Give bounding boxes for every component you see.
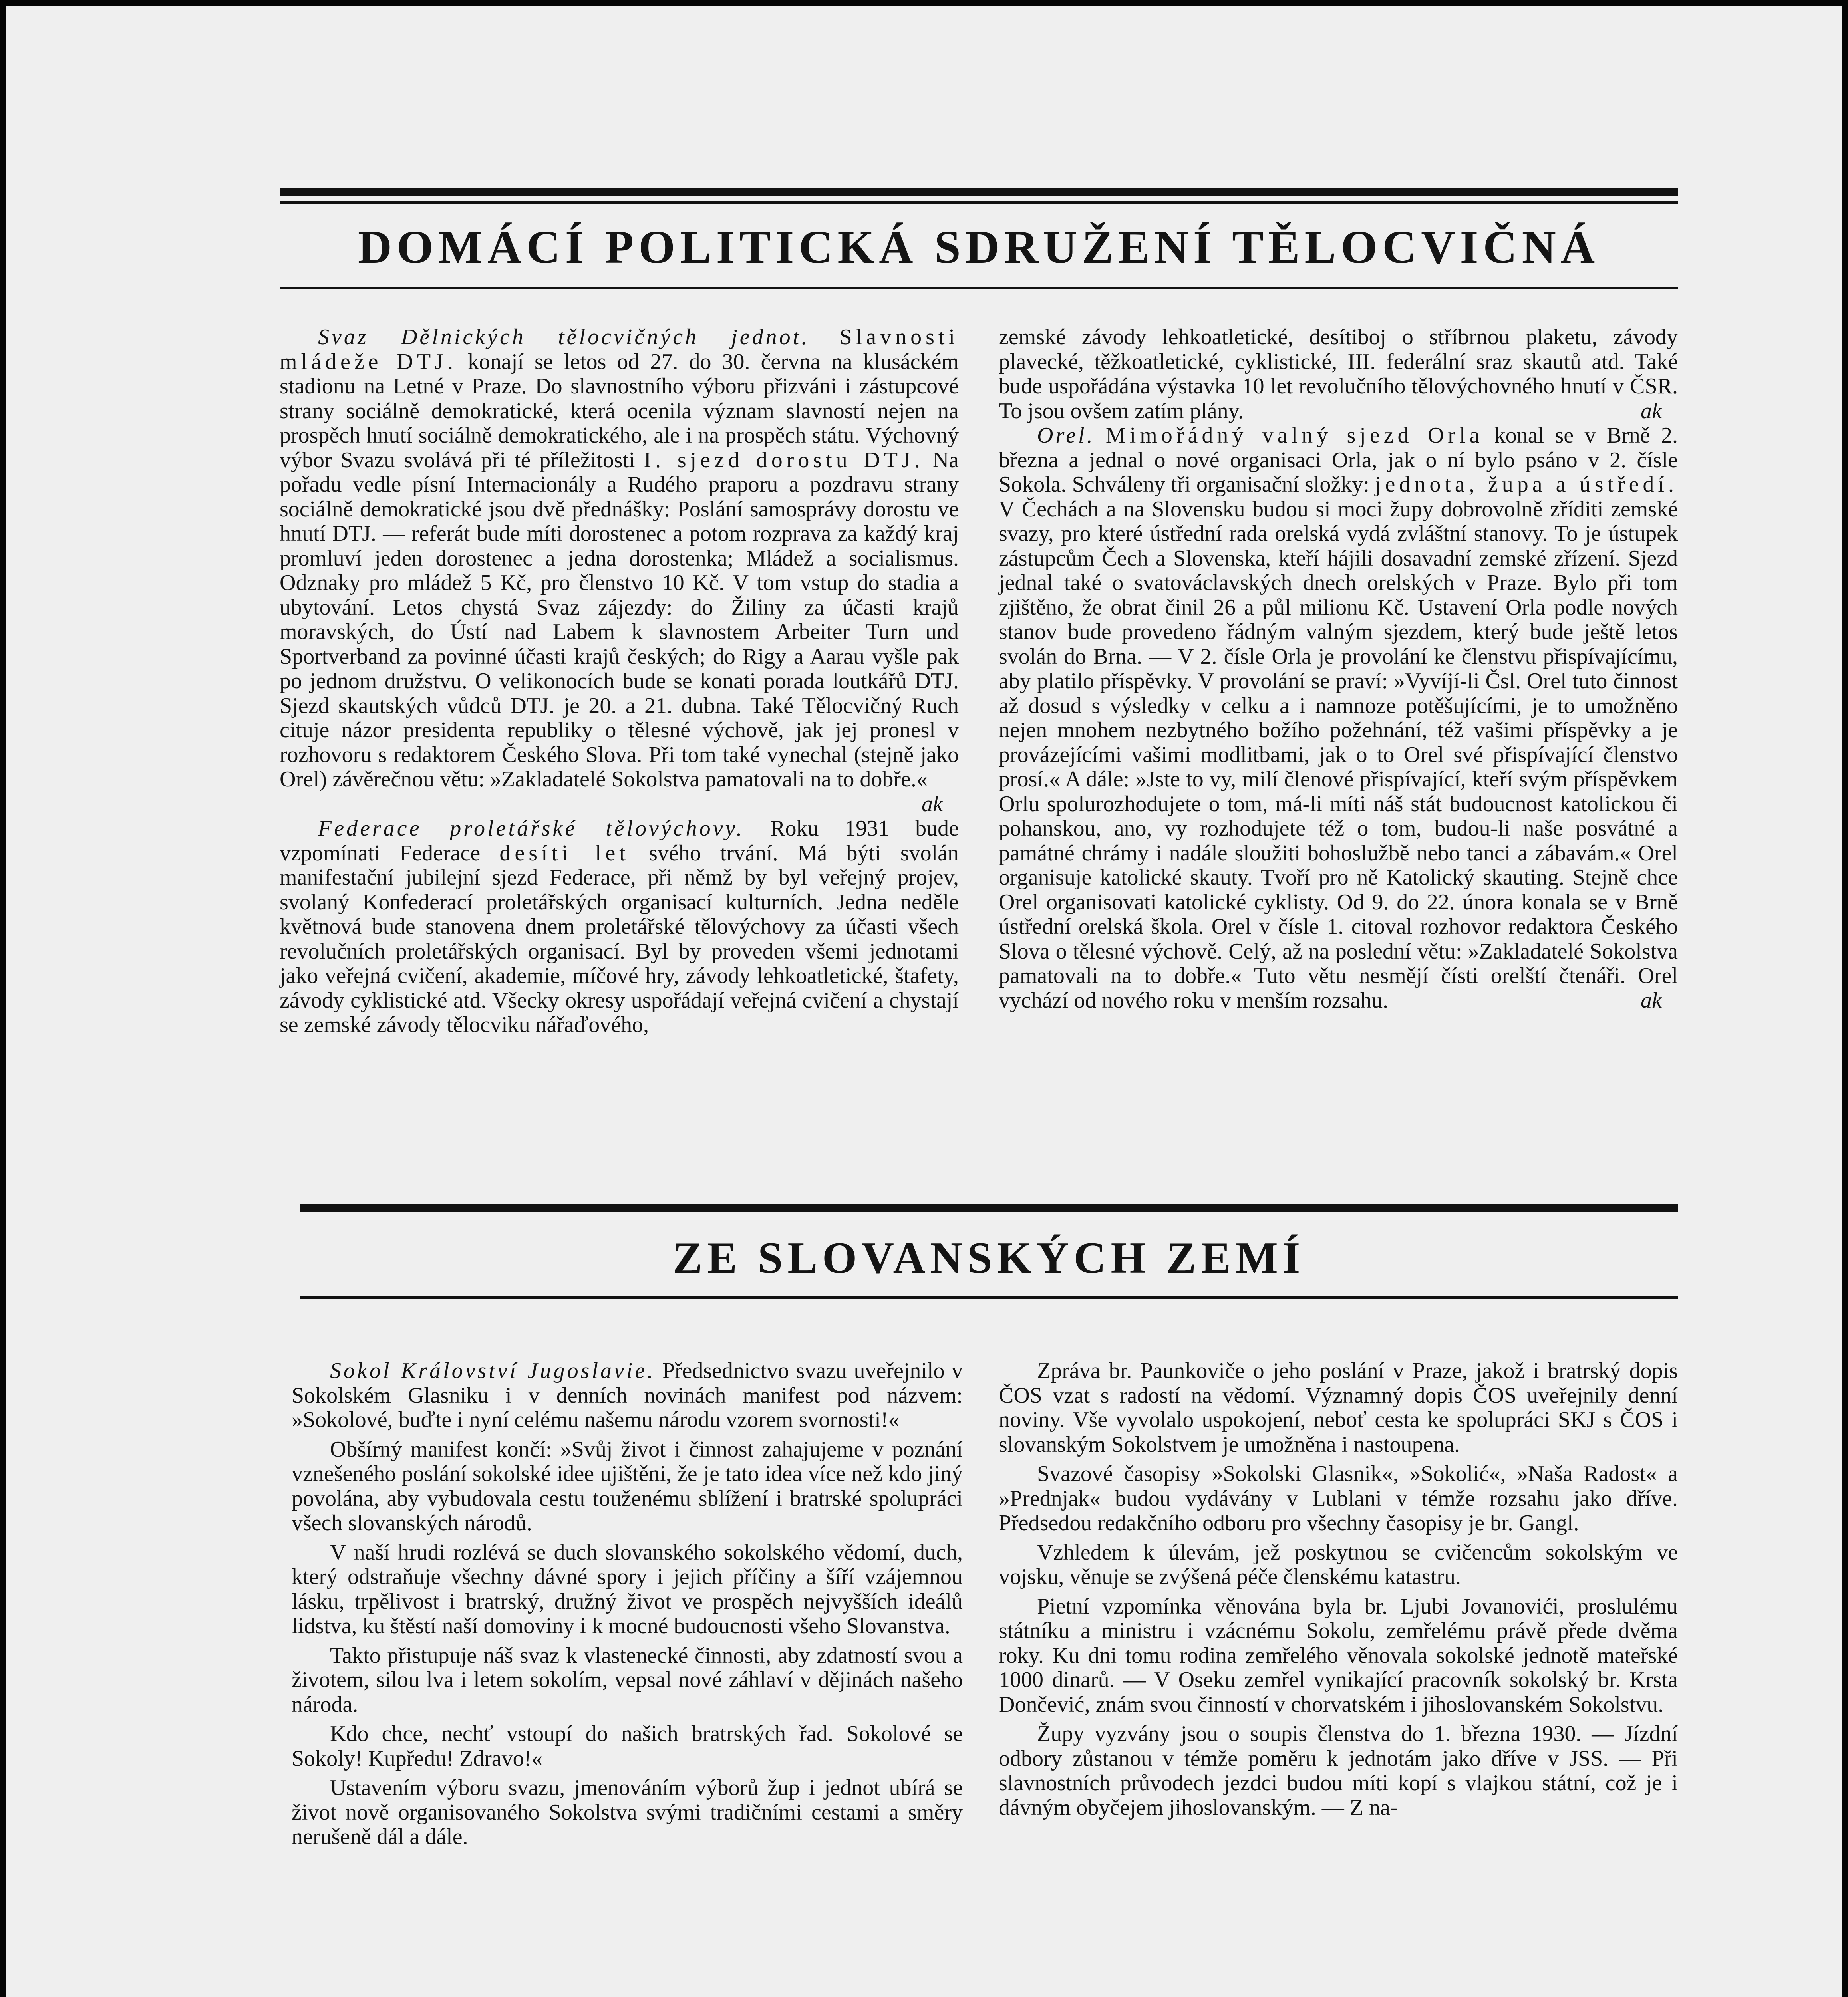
article-dtj-tag: Svaz Dělnických tělocvičných jednot. [318,325,810,349]
article-orel-text2: V Čechách a na Slovensku budou si moci župy dobrovolně zříditi zemské svazy, pro které ústřední rada orelská vydá zvláštní stanovy. To je ústupek zástupcům Čech a Slovenska, kteří hájili dosavadní zemské zřízení. Sjezd jednal také o svatováclavských dnech orelských v Praze. Bylo při tom zjištěno, že obrat činil 26 a půl milionu Kč. Ustavení Orla podle nových stanov bude provedeno řádným valným sjezdem, který bude ještě letos svolán do Brna. — V 2. čísle Orla je provolání ke členstvu přispívajícímu, aby platilo příspěvky. V provolání se praví: »Vyvíjí-li Čsl. Orel tuto činnost až dosud s výsledky v celku a i namnoze potěšujícími, je to umožněno nejen mnohem nezbytného božího požehnání, též vašimi příspěvky a je provázejícími vašimi modlitbami, jak o to Orel své přispívající členstvo prosí.« A dále: »Jste to vy, milí členové přispívající, kteří svým příspěvkem Orlu spolurozhodujete o tom, má-li míti náš stát budoucnost katolickou či pohanskou, ano, vy rozhodujete též o tom, budou-li naše posvátné a památné chrámy i nadále sloužiti bohoslužbě nebo tanci a zábavám.« Orel organisuje katolické skauty. Tvoří pro ně Katolický skauting. Stejně chce Orel organisovati katolické cyklisty. Od 9. do 22. února konala se v Brně ústřední orelská škola. Orel v čísle 1. citoval rozhovor redaktora Českého Slova o tělesné výchově. Celý, až na poslední větu: »Zakladatelé Sokolstva pamatovali na to dobře.« Tuto větu nesmějí čísti orelští čtenáři. Orel vychází od nového roku v menším rozsahu. [999,496,1678,1013]
section1-top-rule [280,188,1678,196]
article-orel-text: konal se v Brně 2. března a jednal o nové organisaci Orla, jak o ní bylo psáno v 2. čísle Sokola. Schváleny tři organisační složky: [999,423,1678,497]
article-orel-tag: Orel. [1037,423,1095,448]
article-federace-signature: ak [1641,398,1662,423]
article-federace [280,816,959,1038]
manifest-paragraph-3: Takto přistupuje náš svaz k vlastenecké činnosti, aby zdatností svou a životem, silou lva i letem sokolím, vepsal nové záhlaví v dějinách našeho národa. [292,1643,963,1717]
page [280,188,1678,1849]
section2-title: ZE SLOVANSKÝCH ZEMÍ [672,1233,1305,1283]
section2-bottom-rule [300,1296,1678,1299]
section1-title: DOMÁCÍ POLITICKÁ SDRUŽENÍ TĚLOCVIČNÁ [358,221,1600,273]
article-dtj-text: konají se letos od 27. do 30. června na klusáckém stadionu na Letné v Praze. Do slavnostního výboru přizváni i zástupcové strany sociálně demokratické, která ocenila význam slavností nejen na prospěch hnutí sociálně demokratického, ale i na prospěch státu. Výchovný výbor Svazu svolává při té příležitosti [280,349,959,472]
sokol-paragraph-5: Ustavením výboru svazu, jmenováním výborů žup i jednot ubírá se život nově organisovaného Sokolstva svými tradičními cestami a směry nerušeně dál a dále. [292,1775,963,1849]
article-orel-spaced2: jednota, župa a ústředí. [1375,472,1678,497]
zupy-paragraph: Župy vyzvány jsou o soupis členstva do 1. března 1930. — Jízdní odbory zůstanou v témže poměru k jednotám jako dříve v JSS. — Při slavnostních průvodech jezdci budou míti kopí s vlajkou státní, což je i dávným obyčejem jihoslovanským. — Z na- [999,1721,1678,1820]
article-federace-text2: svého trvání. Má býti svolán manifestační jubilejní sjezd Federace, při němž by byl veřejný projev, svolaný Konfederací proletářských organisací kulturních. Jedna neděle květnová bude stanovena dnem proletářské tělovýchovy za účasti všech revolučních proletářských organisací. Byl by proveden všemi jednotami jako veřejná cvičení, akademie, míčové hry, závody lehkoatletické, štafety, závody cyklistické atd. Všecky okresy uspořádají veřejná cvičení a chystají se zemské závody tělocviku nářaďového, [280,840,959,1037]
section1-top-rule-thin [280,201,1678,204]
article-dtj-signature: ak [922,791,943,816]
article-federace-cont-text: zemské závody lehkoatletické, desítiboj o stříbrnou plaketu, závody plavecké, těžkoatletické, cyklistické, III. federální sraz skautů atd. Také bude uspořádána výstavka 10 let revolučního tělovýchovného hnutí v ČSR. To jsou ovšem zatím plány. [999,325,1678,423]
article-orel-signature: ak [1641,988,1662,1013]
article-federace-text: Roku 1931 bude vzpomínati Federace [280,816,959,865]
article-dtj-spaced: Slavnosti mládeže DTJ. [280,325,959,374]
manifest-paragraph-1: Obšírný manifest končí: »Svůj život i činnost zahajujeme v poznání vznešeného poslání sokolské idee ujištěni, že je tato idea více než kdo jiný povolána, aby vybudovala cestu touženému sblížení i bratrské spolupráci všech slovanských národů. [292,1437,963,1535]
article-orel-spaced: Mimořádný valný sjezd Orla [1105,423,1484,448]
article-sokol-jugoslavie [292,1359,963,1433]
article-federace-spaced: desíti let [499,840,630,865]
article-sokol-tag: Sokol Království Jugoslavie. [330,1358,656,1383]
section2-left-column [292,1359,963,1850]
article-sokol-text: Předsednictvo svazu uveřejnilo v Sokolském Glasniku i v denních novinách manifest pod názvem: »Sokolové, buďte i nyní celému našemu národu vzorem svornosti!« [292,1358,963,1432]
article-federace-tag: Federace proletářské tělovýchovy. [318,816,745,841]
magazines-paragraph: Svazové časopisy »Sokolski Glasnik«, »Sokolić«, »Naša Radost« a »Prednjak« budou vydávány v Lublani v témže rozsahu jako dříve. Předsedou redakčního odboru pro všechny časopisy je br. Gangl. [999,1461,1678,1535]
manifest-paragraph-2: V naší hrudi rozlévá se duch slovanského sokolského vědomí, duch, který odstraňuje všechny dávné spory i jejich příčiny a šíří vzájemnou lásku, trpělivost i bratrský, družný život ve prospěch nejvyšších ideálů lidstva, ku štěstí naší domoviny i k mocné budoucnosti všeho Slovanstva. [292,1540,963,1638]
section1-right-column [999,325,1678,1013]
paunkovic-paragraph: Zpráva br. Paunkoviče o jeho poslání v Praze, jakož i bratrský dopis ČOS vzat s radostí na vědomí. Významný dopis ČOS uveřejnily denní noviny. Vše vyvolalo uspokojení, neboť cesta ke spolupráci SKJ s ČOS i slovanským Sokolstvem je umožněna i nastoupena. [999,1358,1678,1457]
article-federace-cont [999,325,1678,423]
army-paragraph: Vzhledem k úlevám, jež poskytnou se cvičencům sokolským ve vojsku, věnuje se zvýšená péče členskému katastru. [999,1540,1678,1589]
section2-right-column [999,1359,1678,1820]
section1-left-column [280,325,959,1038]
article-dtj [280,325,959,816]
manifest-paragraph-4: Kdo chce, nechť vstoupí do našich bratrských řad. Sokolové se Sokoly! Kupředu! Zdravo!« [292,1721,963,1771]
article-orel [999,423,1678,1013]
section1-columns [280,289,1678,1204]
article-dtj-text2: Na pořadu vedle písní Internacionály a Rudého praporu a pozdravu strany sociálně demokratické jsou dvě přednášky: Poslání samosprávy dorostu ve hnutí DTJ. — referát bude míti dorostenec a potom rozprava za každý kraj promluví jeden dorostenec a jedna dorostenka; Mládež a socialismus. Odznaky pro mládež 5 Kč, pro členstvo 10 Kč. V tom vstup do stadia a ubytování. Letos chystá Svaz zájezdy: do Žiliny za účasti krajů moravských, do Ústí nad Labem k slavnostem Arbeiter Turn und Sportverband za povinné účasti krajů českých; do Rigy a Aarau vyšle pak po jednom družstvu. O velikonocích bude se konati porada loutkářů DTJ. Sjezd skautských vůdců DTJ. je 20. a 21. dubna. Také Tělocvičný Ruch cituje názor presidenta republiky o tělesné výchově, jak jej pronesl v rozhovoru s redaktorem Českého Slova. Při tom také vynechal (stejně jako Orel) závěrečnou větu: »Zakladatelé Sokolstva pamatovali na to dobře.« [280,447,959,792]
memorial-paragraph: Pietní vzpomínka věnována byla br. Ljubi Jovanovići, proslulému státníku a ministru i vzácnému Sokolu, zemřelému právě přede dvěma roky. Ku dni tomu rodina zemřelého věnovala sokolské jednotě mateřské 1000 dinarů. — V Oseku zemřel vynikající pracovník sokolský br. Krsta Dončević, znám svou činností v chorvatském i jihoslovanském Sokolstvu. [999,1594,1678,1717]
section2-top-rule [300,1204,1678,1212]
article-dtj-spaced2: I. sjezd dorostu DTJ. [644,447,924,472]
